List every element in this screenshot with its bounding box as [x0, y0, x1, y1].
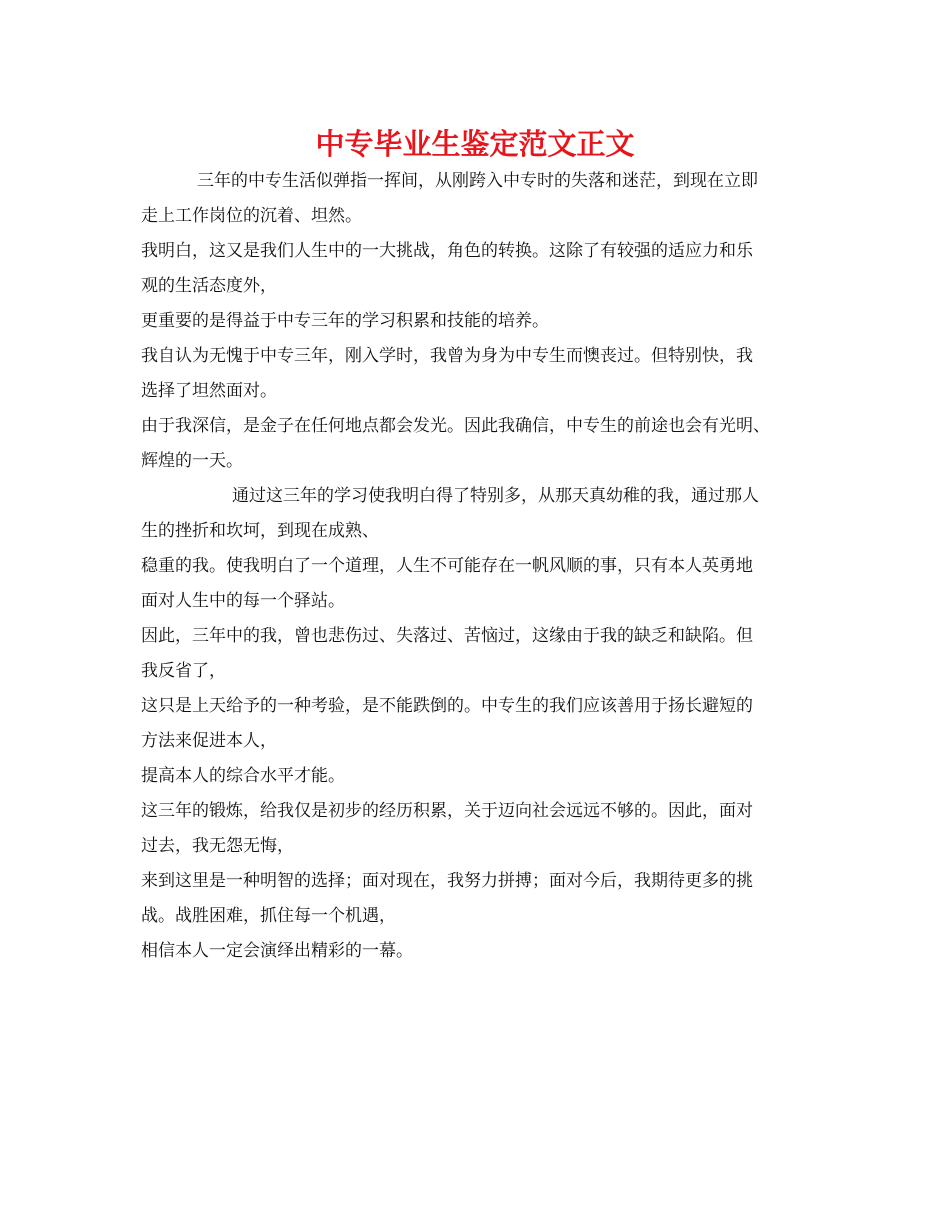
document-title: 中专毕业生鉴定范文正文 — [315, 127, 635, 161]
body-line: 提高本人的综合水平才能。 — [141, 766, 345, 786]
body-line: 过去，我无怨无悔， — [141, 836, 294, 856]
body-line: 更重要的是得益于中专三年的学习积累和技能的培养。 — [141, 311, 549, 331]
body-line: 我明白，这又是我们人生中的一大挑战，角色的转换。这除了有较强的适应力和乐 — [141, 241, 753, 261]
body-line: 这三年的锻炼，给我仅是初步的经历积累，关于迈向社会远远不够的。因此，面对 — [141, 801, 753, 821]
body-line: 战。战胜困难，抓住每一个机遇， — [141, 906, 396, 926]
body-line: 我反省了， — [141, 661, 226, 681]
body-line: 这只是上天给予的一种考验，是不能跌倒的。中专生的我们应该善用于扬长避短的 — [141, 696, 753, 716]
body-line: 辉煌的一天。 — [141, 451, 243, 471]
body-line: 稳重的我。使我明白了一个道理，人生不可能存在一帆风顺的事，只有本人英勇地 — [141, 556, 753, 576]
body-line: 相信本人一定会演绎出精彩的一幕。 — [141, 941, 413, 961]
body-line: 因此，三年中的我，曾也悲伤过、失落过、苦恼过，这缘由于我的缺乏和缺陷。但 — [141, 626, 753, 646]
body-line: 方法来促进本人， — [141, 731, 277, 751]
body-line: 面对人生中的每一个驿站。 — [141, 591, 345, 611]
body-line: 我自认为无愧于中专三年，刚入学时，我曾为身为中专生而懊丧过。但特别快，我 — [141, 346, 753, 366]
body-line: 三年的中专生活似弹指一挥间，从刚跨入中专时的失落和迷茫，到现在立即 — [197, 171, 758, 191]
body-line: 生的挫折和坎坷，到现在成熟、 — [141, 521, 379, 541]
body-line: 由于我深信，是金子在任何地点都会发光。因此我确信，中专生的前途也会有光明、 — [141, 416, 770, 436]
body-line: 通过这三年的学习使我明白得了特别多，从那天真幼稚的我，通过那人 — [232, 486, 759, 506]
body-line: 选择了坦然面对。 — [141, 381, 277, 401]
body-line: 来到这里是一种明智的选择；面对现在，我努力拼搏；面对今后，我期待更多的挑 — [141, 871, 753, 891]
body-line: 走上工作岗位的沉着、坦然。 — [141, 206, 362, 226]
body-line: 观的生活态度外， — [141, 276, 277, 296]
document-body — [141, 164, 821, 969]
